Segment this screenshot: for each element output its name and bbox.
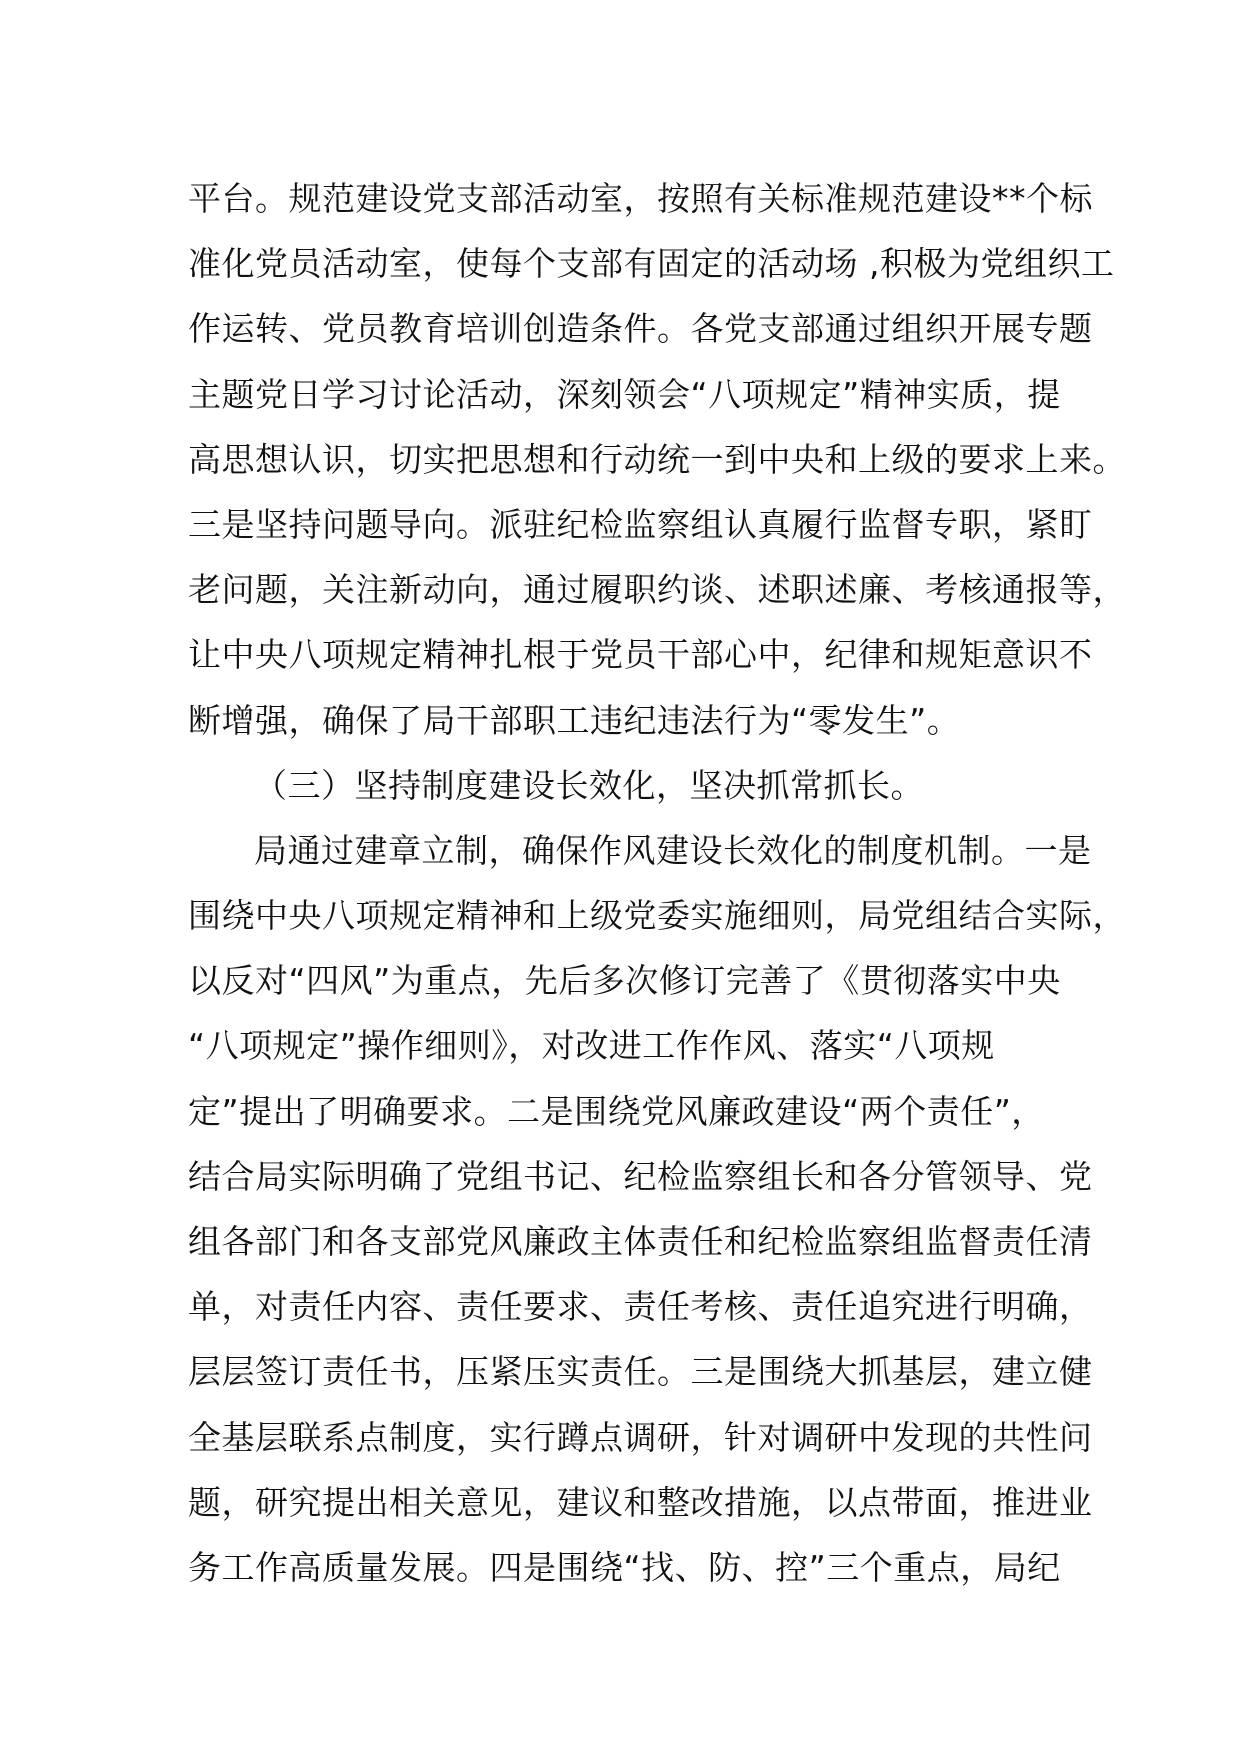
text-line: 准化党员活动室，使每个支部有固定的活动场 ,积极为党组织工 (188, 244, 1115, 284)
text-line: 以反对“四风”为重点，先后多次修订完善了《贯彻落实中央 (188, 961, 1061, 1001)
section-heading: （三）坚持制度建设长效化，坚决抓常抓长。 (254, 765, 924, 805)
text-line: 平台。规范建设党支部活动室，按照有关标准规范建设**个标 (188, 179, 1093, 218)
paragraph-first-line: 局通过建章立制，确保作风建设长效化的制度机制。一是 (254, 830, 1092, 870)
text-line: 老问题，关注新动向，通过履职约谈、述职述廉、考核通报等， (188, 570, 1126, 610)
text-line: 题，研究提出相关意见，建议和整改措施，以点带面，推进业 (188, 1482, 1093, 1522)
text-line: 断增强，确保了局干部职工违纪违法行为“零发生”。 (188, 700, 961, 740)
text-line: 定”提出了明确要求。二是围绕党风廉政建设“两个责任”， (188, 1091, 1045, 1131)
text-line: “八项规定”操作细则》，对改进工作作风、落实“八项规 (188, 1026, 995, 1066)
text-line: 让中央八项规定精神扎根于党员干部心中，纪律和规矩意识不 (188, 635, 1093, 675)
text-line: 务工作高质量发展。四是围绕“找、防、控”三个重点，局纪 (188, 1547, 1061, 1587)
text-line: 高思想认识，切实把思想和行动统一到中央和上级的要求上来。 (188, 439, 1126, 479)
text-line: 三是坚持问题导向。派驻纪检监察组认真履行监督专职，紧盯 (188, 504, 1093, 544)
text-line: 结合局实际明确了党组书记、纪检监察组长和各分管领导、党 (188, 1156, 1093, 1196)
text-line: 组各部门和各支部党风廉政主体责任和纪检监察组监督责任清 (188, 1222, 1093, 1261)
text-line: 作运转、党员教育培训创造条件。各党支部通过组织开展专题 (188, 309, 1093, 349)
text-line: 全基层联系点制度，实行蹲点调研，针对调研中发现的共性问 (188, 1417, 1093, 1457)
text-line: 围绕中央八项规定精神和上级党委实施细则，局党组结合实际， (188, 896, 1126, 936)
text-line: 单，对责任内容、责任要求、责任考核、责任追究进行明确， (188, 1287, 1093, 1327)
text-line: 层层签订责任书，压紧压实责任。三是围绕大抓基层，建立健 (188, 1352, 1093, 1392)
text-line: 主题党日学习讨论活动，深刻领会“八项规定”精神实质，提 (188, 374, 1061, 414)
document-body (188, 166, 1126, 1600)
